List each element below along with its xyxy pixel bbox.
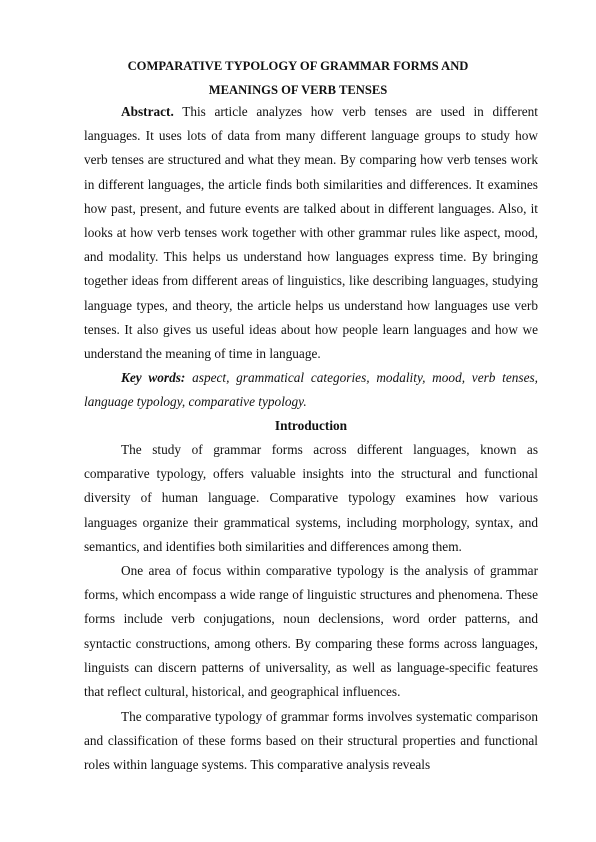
abstract-paragraph	[84, 100, 538, 366]
intro-paragraph-2: One area of focus within comparative typology is the analysis of grammar forms, which encompass a wide range of linguistic structures and phenomena. These forms include verb conjugations, noun declensions, word order patterns, and syntactic constructions, among others. By comparing these forms across languages, linguists can discern patterns of universality, as well as language-specific features that reflect cultural, historical, and geographical influences.	[84, 563, 538, 700]
intro-paragraph-3: The comparative typology of grammar forms involves systematic comparison and classification of these forms based on their structural properties and functional roles within language systems. This comparative analysis reveals	[84, 709, 538, 773]
paper-title-line-2: MEANINGS OF VERB TENSES	[208, 83, 388, 97]
intro-paragraph-1: The study of grammar forms across different languages, known as comparative typology, offers valuable insights into the structural and functional diversity of human language. Comparative typology examines how various languages organize their grammatical systems, including morphology, syntax, and semantics, and identifies both similarities and differences among them.	[84, 442, 538, 554]
keywords-text: aspect, grammatical categories, modality, mood, verb tenses, language typology, comparative typology.	[84, 370, 538, 410]
paper-title-line-1: COMPARATIVE TYPOLOGY OF GRAMMAR FORMS AND	[127, 59, 469, 73]
keywords-paragraph	[84, 366, 538, 414]
keywords-label: Key words:	[121, 370, 186, 385]
introduction-heading: Introduction	[274, 418, 348, 433]
abstract-label: Abstract.	[121, 104, 174, 119]
abstract-text: This article analyzes how verb tenses are used in different languages. It uses lots of data from many different language groups to study how verb tenses are structured and what they mean. By comparing how verb tenses work in different languages, the article finds both similarities and differences. It examines how past, present, and future events are talked about in different languages. Also, it looks at how verb tenses work together with other grammar rules like aspect, mood, and modality. This helps us understand how languages express time. By bringing together ideas from different areas of linguistics, like describing languages, studying language types, and theory, the article helps us understand how languages use verb tenses. It also gives us useful ideas about how people learn languages and how we understand the meaning of time in language.	[84, 104, 538, 362]
